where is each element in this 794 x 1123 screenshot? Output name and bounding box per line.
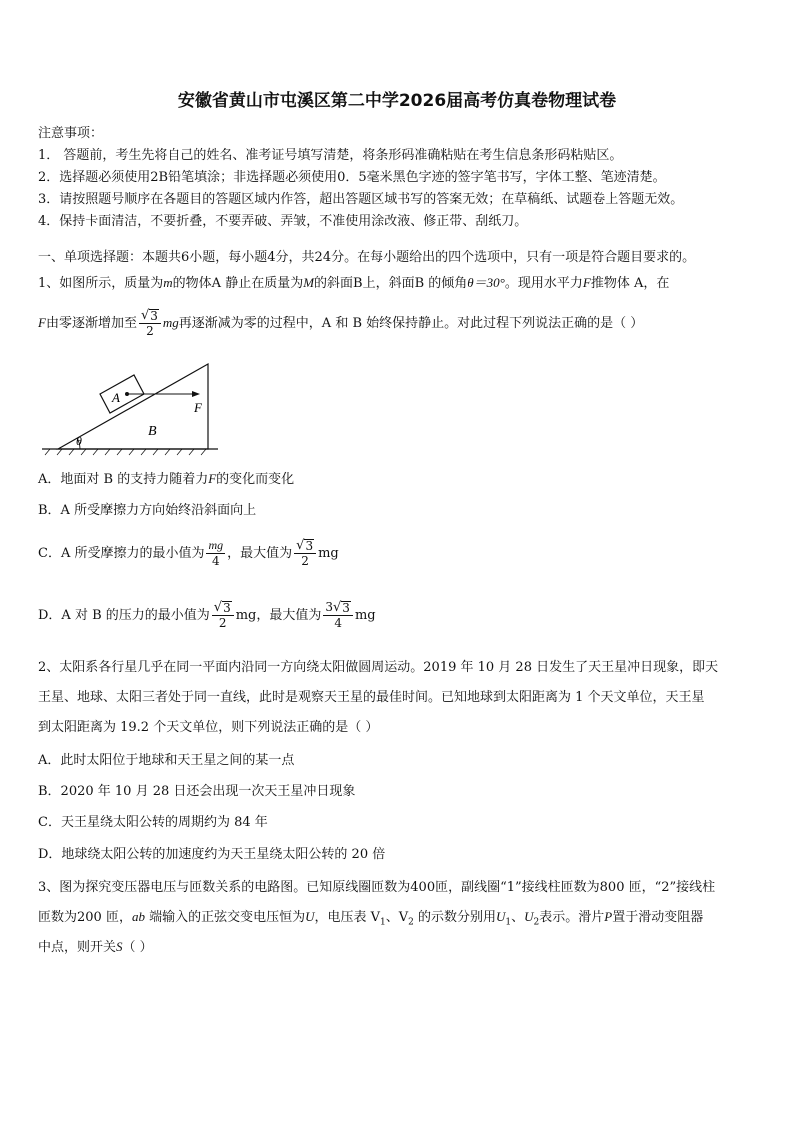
force-arrowhead [192,391,200,397]
fraction-sqrt3-over-2: √ 3 2 [294,538,316,569]
q1-option-B: B．A 所受摩擦力方向始终沿斜面向上 [38,503,257,518]
fraction-sqrt3-over-2: √ 3 2 [212,600,234,631]
q3-stem-line-3: 中点，则开关S（ ） [38,939,153,955]
q1-var-m: m [163,275,173,290]
q1-option-D: D．A 对 B 的压力的最小值为 √ 3 2 mg，最大值为 3 √ 3 4 mg [38,600,376,630]
fraction-3sqrt3-over-4: 3 √ 3 4 [323,600,353,631]
section-1-heading: 一、单项选择题：本题共6小题，每小题4分，共24分。在每小题给出的四个选项中，只有一项是符合题目要求的。 [38,250,696,265]
label-A: A [112,390,120,405]
q1-option-C: C．A 所受摩擦力的最小值为 $\frac{mg}{4}$ ，最大值为 √ 3 2 mg [38,538,339,568]
q1-text: 再逐渐减为零的过程中，A 和 B 始终保持静止。对此过程下列说法正确的是（ ） [178,316,644,331]
q1-var-theta: θ＝30° [467,275,505,290]
q1-text: 的物体A 静止在质量为 [172,276,304,291]
q1-var-M: M [303,275,315,290]
q1-text: 由零逐渐增加至 [45,316,137,331]
q2-option-C: C．天王星绕太阳公转的周期约为 84 年 [38,815,268,830]
fraction-sqrt3-over-2: √ 3 2 [139,308,161,339]
label-F: F [194,400,202,415]
q1-text: 的斜面B上，斜面B 的倾角 [314,276,468,291]
label-B: B [148,424,157,439]
label-theta: θ [76,434,82,448]
q1-text: 。现用水平力 [504,276,583,291]
q1-text: 推物体 A，在 [590,276,670,291]
incline-figure [40,358,220,458]
q2-stem-line-1: 2、太阳系各行星几乎在同一平面内沿同一方向绕太阳做圆周运动。2019 年 10 月 28 日发生了天王星冲日现象，即天 [38,660,719,675]
notice-item-1: 1． 答题前，考生先将自己的姓名、准考证号填写清楚，将条形码准确粘贴在考生信息条形码粘贴区。 [38,148,623,163]
q3-stem-line-1: 3、图为探究变压器电压与匝数关系的电路图。已知原线圈匝数为400匝，副线圈“1”接线柱匝数为800 匝，“2”接线柱 [38,880,716,895]
q2-stem-line-3: 到太阳距离为 19.2 个天文单位，则下列说法正确的是（ ） [38,720,379,735]
q1-var-F: F [582,275,591,290]
q2-option-B: B．2020 年 10 月 28 日还会出现一次天王星冲日现象 [38,784,356,799]
q1-stem-line-2 [38,308,643,339]
q2-option-D: D．地球绕太阳公转的加速度约为天王星绕太阳公转的 20 倍 [38,847,386,862]
fraction-mg-over-4: $\frac{mg}{4}$ [208,538,224,568]
q2-option-A: A．此时太阳位于地球和天王星之间的某一点 [38,753,295,768]
q1-stem-line-1 [38,272,669,291]
q2-stem-line-2: 王星、地球、太阳三者处于同一直线，此时是观察天王星的最佳时间。已知地球到太阳距离为 1 个天文单位，天王星 [38,690,705,705]
notice-heading: 注意事项： [38,126,104,141]
ground-hatch [45,449,206,455]
notice-item-3: 3．请按照题号顺序在各题目的答题区域内作答，超出答题区域书写的答案无效；在草稿纸、试题卷上答题无效。 [38,192,684,207]
page-title: 安徽省黄山市屯溪区第二中学2026届高考仿真卷物理试卷 [177,91,617,111]
q1-var-mg: mg [162,315,179,330]
q1-var-F: F [38,315,46,330]
notice-item-2: 2．选择题必须使用2B铅笔填涂；非选择题必须使用0．5毫米黑色字迹的签字笔书写，字体工整、笔迹清楚。 [38,170,666,185]
q1-option-A: A．地面对 B 的支持力随着力F的变化而变化 [38,471,295,487]
q1-text: 1、如图所示，质量为 [38,276,164,291]
q3-stem-line-2: 匝数为200 匝，ab 端输入的正弦交变电压恒为U，电压表 $V_1$、$V_2$ 的示数分别用$U_1$、$U_2$表示。滑片P置于滑动变阻器 [38,909,704,928]
notice-item-4: 4．保持卡面清洁，不要折叠，不要弄破、弄皱，不准使用涂改液、修正带、刮纸刀。 [38,214,528,229]
